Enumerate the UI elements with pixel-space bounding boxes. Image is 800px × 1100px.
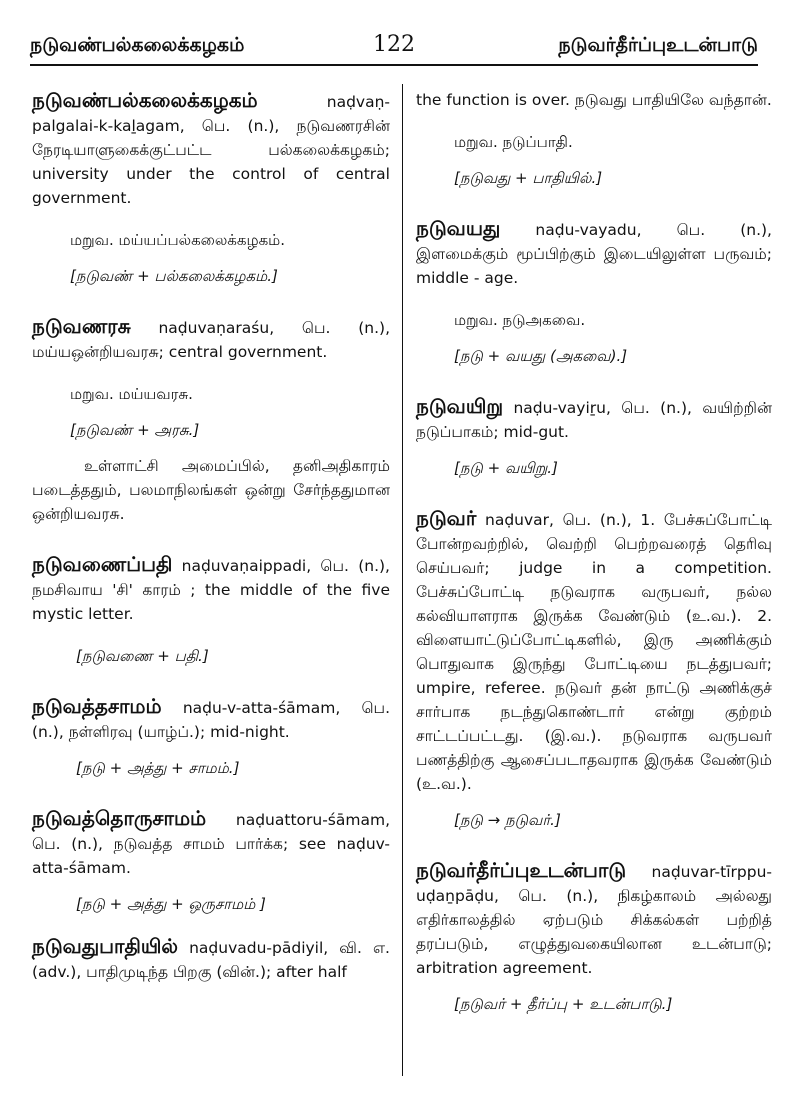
entry-naduvanarasu — [32, 314, 390, 526]
etymology: [நடு → நடுவர்.] — [454, 811, 561, 829]
page-header — [30, 30, 758, 66]
etymology: [நடுவண் + பல்கலைக்கழகம்.] — [70, 267, 278, 285]
headword: நடுவணரசு — [32, 314, 131, 338]
header-left-guideword: நடுவண்பல்கலைக்கழகம் — [30, 34, 245, 56]
definition: naḍuvar, பெ. (n.), 1. பேச்சுப்போட்டி போன்றவற்றில், வெற்றி பெற்றவரைத் தெரிவு செய்பவர்; judge in a competition. பேச்சுப்போட்டி நடுவராக வருபவர், நல்ல கல்வியாளராக இருக்க வேண்டும் (உ.வ.). 2. விளையாட்டுப்போட்டிகளில், இரு அணிக்கும் பொதுவாக இருந்து போட்டியை நடத்துபவர்; umpire, referee. நடுவர் தன் நாட்டு அணிக்குச் சார்பாக நடந்துகொண்டார் என்று குற்றம் சாட்டப்பட்டது. (இ.வ.). நடுவராக வருபவர் பணத்திற்கு ஆசைப்படாதவராக இருக்க வேண்டும் (உ.வ.). — [416, 511, 772, 793]
entry-naduvayathu — [416, 216, 772, 368]
entry-naduvathupaathiyil-continued — [416, 88, 772, 190]
entry-naduvathupaathiyil — [32, 934, 390, 984]
definition: naḍu-vayiṟu, பெ. (n.), வயிற்றின் நடுப்பாகம்; mid-gut. — [416, 399, 772, 441]
definition: naḍuvadu-pādiyil, வி. எ. (adv.), பாதிமுடிந்த பிறகு (வின்.); after half — [32, 939, 390, 981]
definition: naḍu-v-atta-śāmam, பெ. (n.), நள்ளிரவு (யாழ்ப்.); mid-night. — [32, 699, 390, 741]
entry-naduvattorusamam — [32, 806, 390, 916]
headword: நடுவர் — [416, 506, 477, 530]
definition: naḍu-vayadu, பெ. (n.), இளமைக்கும் மூப்பிற்கும் இடையிலுள்ள பருவம்; middle - age. — [416, 221, 772, 287]
etymology: [நடுவண் + அரசு.] — [70, 421, 200, 439]
headword: நடுவத்தொருசாமம் — [32, 806, 207, 830]
entry-naduvan-palkalaikkazhagam — [32, 88, 390, 288]
etymology: [நடு + வயது (அகவை).] — [454, 347, 628, 365]
etymology: [நடுவணை + பதி.] — [76, 647, 209, 665]
synonym: மறுவ. மய்யப்பல்கலைக்கழகம். — [70, 231, 286, 249]
etymology: [நடு + வயிறு.] — [454, 459, 558, 477]
synonym: மறுவ. மய்யவரசு. — [70, 385, 193, 403]
headword: நடுவயது — [416, 216, 501, 240]
etymology: [நடுவர் + தீர்ப்பு + உடன்பாடு.] — [454, 995, 673, 1013]
definition: naḍuvaṇaippadi, பெ. (n.), நமசிவாய 'சி' காரம் ; the middle of the five mystic letter. — [32, 557, 390, 623]
entry-naduvayiru — [416, 394, 772, 480]
entry-naduvar — [416, 506, 772, 832]
synonym: மறுவ. நடுப்பாதி. — [454, 133, 573, 151]
usage-note: உள்ளாட்சி அமைப்பில், தனிஅதிகாரம் படைத்ததும், பலமாநிலங்கள் ஒன்று சேர்ந்ததுமான ஒன்றியவரசு. — [32, 457, 390, 523]
headword: நடுவண்பல்கலைக்கழகம் — [32, 88, 258, 112]
etymology: [நடுவது + பாதியில்.] — [454, 169, 603, 187]
headword: நடுவத்தசாமம் — [32, 694, 162, 718]
definition: naḍuvaṇaraśu, பெ. (n.), மய்யஒன்றியவரசு; central government. — [32, 319, 390, 361]
entry-naduvattasamam — [32, 694, 390, 780]
definition: the function is over. நடுவது பாதியிலே வந்தான். — [416, 91, 772, 109]
header-right-guideword: நடுவர்தீர்ப்புஉடன்பாடு — [558, 34, 758, 56]
definition: naḍuvar-tīrppu-uḍaṉpāḍu, பெ. (n.), நிகழ்காலம் அல்லது எதிர்காலத்தில் ஏற்படும் சிக்கல்கள் பற்றித் தரப்படும், எழுத்துவகையிலான உடன்பாடு; arbitration agreement. — [416, 863, 772, 977]
etymology: [நடு + அத்து + ஒருசாமம் ] — [76, 895, 266, 913]
right-column — [416, 88, 772, 1016]
entry-naduvanaippathi — [32, 552, 390, 668]
definition: naḍvaṇ-palgalai-k-kaḻagam, பெ. (n.), நடுவணரசின் நேரடியாளுகைக்குட்பட்ட பல்கலைக்கழகம்; university under the control of central government. — [32, 93, 390, 207]
synonym: மறுவ. நடுஅகவை. — [454, 311, 586, 329]
definition: naḍuattoru-śāmam, பெ. (n.), நடுவத்த சாமம் பார்க்க; see naḍuv-atta-śāmam. — [32, 811, 390, 877]
headword: நடுவர்தீர்ப்புஉடன்பாடு — [416, 858, 627, 882]
left-column — [32, 88, 390, 984]
page-number: 122 — [373, 32, 415, 57]
headword: நடுவதுபாதியில் — [32, 934, 179, 958]
headword: நடுவணைப்பதி — [32, 552, 173, 576]
headword: நடுவயிறு — [416, 394, 504, 418]
etymology: [நடு + அத்து + சாமம்.] — [76, 759, 240, 777]
column-divider — [402, 84, 403, 1076]
entry-naduvartheerppu-udanpaadu — [416, 858, 772, 1016]
